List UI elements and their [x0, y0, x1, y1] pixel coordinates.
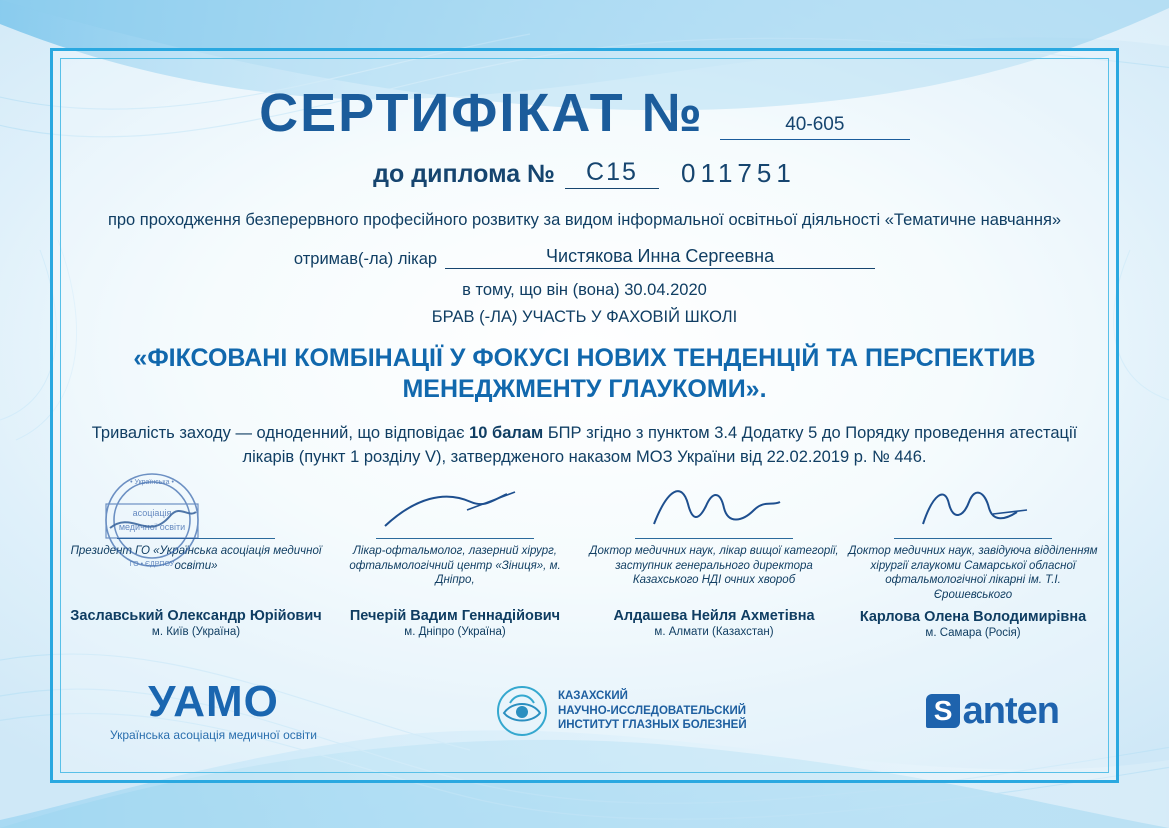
recipient-label: отримав(-ла) лікар: [293, 250, 438, 268]
santen-logo-text: anten: [962, 689, 1059, 732]
diploma-label: до диплома №: [373, 160, 555, 188]
signature-role-2: Лікар-офтальмолог, лазерний хірург, офтальмологічний центр «Зіниця», м. Дніпро,: [349, 545, 561, 587]
details-points: 10 балам: [469, 424, 544, 442]
recipient-name: Чистякова Инна Сергеевна: [445, 246, 875, 269]
participation-line: БРАВ (-ЛА) УЧАСТЬ У ФАХОВІЙ ШКОЛІ: [431, 308, 738, 326]
signature-role-1: Президент ГО «Українська асоціація медичної освіти»: [70, 545, 322, 572]
certificate-number: 40-605: [720, 114, 910, 140]
signature-city-4: м. Самара (Росія): [925, 626, 1021, 639]
signature-city-2: м. Дніпро (Україна): [404, 626, 506, 638]
eye-icon: [496, 685, 548, 737]
kaz-line-1: КАЗАХСКИЙ: [557, 689, 628, 702]
certificate-subtitle: про проходження безперервного професійного розвитку за видом інформальної освітньої діяльності «Тематичне навчання»: [107, 211, 1062, 229]
uamo-logo: [110, 677, 317, 742]
certificate-content: [70, 66, 1099, 766]
logos-row: [70, 677, 1099, 742]
uamo-logo-mark: УАМО: [148, 677, 279, 726]
kazakh-institute-logo: [496, 685, 747, 737]
signature-mark-3: [588, 476, 840, 538]
page-title: СЕРТИФІКАТ №: [259, 83, 704, 143]
svg-text:ГО • ЄДРПОУ: ГО • ЄДРПОУ: [129, 561, 175, 568]
signature-mark-4: [847, 476, 1099, 538]
svg-text:• Українська •: • Українська •: [130, 479, 174, 486]
diploma-series: С15: [565, 158, 659, 189]
signature-block-2: [329, 476, 581, 639]
santen-logo-badge: S: [926, 694, 960, 728]
kaz-line-2: НАУЧНО-ИССЛЕДОВАТЕЛЬСКИЙ: [557, 704, 746, 717]
signature-role-4: Доктор медичних наук, завідуюча відділенням хірургії глаукоми Самарської обласної офтальмологічної лікарні ім. Т.І. Єрошевського: [848, 545, 1098, 602]
svg-text:медичної освіти: медичної освіти: [118, 522, 186, 532]
event-title: «ФІКСОВАНІ КОМБІНАЦІЇ У ФОКУСІ НОВИХ ТЕНДЕНЦІЙ ТА ПЕРСПЕКТИВ МЕНЕДЖМЕНТУ ГЛАУКОМИ».: [133, 344, 1036, 403]
signature-name-2: Печерій Вадим Геннадійович: [349, 608, 561, 624]
signature-city-3: м. Алмати (Казахстан): [654, 626, 774, 638]
signature-name-4: Карлова Олена Володимирівна: [859, 608, 1087, 625]
details-part2: БПР згідно з пунктом 3.4 Додатку 5 до Порядку проведення атестації лікарів (пункт 1 розділу V), затвердженого наказом МОЗ України від 22.02.2019 р. № 446.: [242, 424, 1078, 466]
kaz-line-3: ИНСТИТУТ ГЛАЗНЫХ БОЛЕЗНЕЙ: [557, 719, 747, 732]
signature-city-1: м. Київ (Україна): [151, 626, 241, 638]
signature-block-3: [588, 476, 840, 639]
signatures-area: [70, 476, 1099, 639]
svg-text:асоціація: асоціація: [132, 508, 172, 518]
signature-block-1: [70, 476, 322, 639]
signature-mark-1: [70, 476, 322, 538]
signature-role-3: Доктор медичних наук, лікар вищої категорії, заступник генерального директора Казахського НДІ очних хвороб: [589, 545, 839, 587]
diploma-row: [70, 158, 1099, 189]
kazakh-institute-text: [558, 689, 747, 734]
santen-logo: [926, 690, 1059, 733]
signature-line-3: [635, 538, 793, 539]
signature-block-4: [847, 476, 1099, 639]
details-text: [70, 422, 1099, 470]
diploma-number: 011751: [680, 158, 796, 188]
date-line: в тому, що він (вона) 30.04.2020: [462, 281, 707, 299]
uamo-logo-caption: Українська асоціація медичної освіти: [110, 728, 317, 742]
signature-mark-2: [329, 476, 581, 538]
recipient-row: [70, 246, 1099, 269]
signature-name-3: Алдашева Нейля Ахметівна: [613, 608, 815, 624]
title-row: [70, 83, 1099, 143]
details-part1: Тривалість заходу — одноденний, що відповідає: [91, 424, 470, 442]
signature-name-1: Заславський Олександр Юрійович: [70, 608, 322, 624]
